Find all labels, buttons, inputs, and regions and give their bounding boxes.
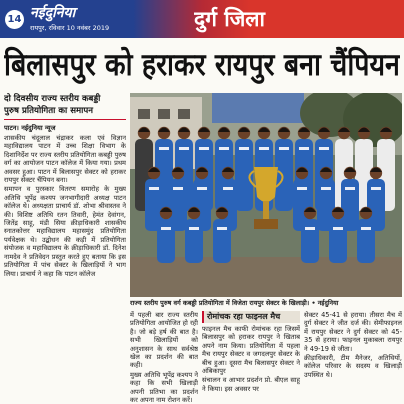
page-header bbox=[0, 0, 404, 38]
trophy-base bbox=[254, 219, 278, 229]
jersey-stripe bbox=[179, 147, 189, 150]
jersey-stripe bbox=[305, 227, 315, 230]
page-number-badge bbox=[5, 10, 24, 29]
edition-date-text: रायपुर, रविवार 10 नवंबर 2019 bbox=[30, 24, 110, 32]
jersey-stripe bbox=[279, 147, 289, 150]
dateline bbox=[4, 123, 126, 133]
background-banner bbox=[212, 93, 304, 123]
person-torso bbox=[157, 219, 175, 263]
person-torso bbox=[301, 219, 319, 263]
jersey-stripe bbox=[189, 227, 199, 230]
subheadline-text-2: पुरुष प्रतियोगिता का समापन bbox=[4, 106, 94, 116]
jersey-stripe bbox=[239, 147, 249, 150]
ground bbox=[130, 257, 402, 297]
subheadline bbox=[4, 93, 126, 120]
jersey-stripe bbox=[197, 187, 207, 190]
newspaper-logo bbox=[30, 4, 130, 22]
dateline-text: पाटन। नईदुनिया न्यूज bbox=[4, 124, 56, 132]
article-paragraph: में पहली बार राज्य स्तरीय प्रतियोगिता आयोजित हो रही है। जो बड़े हर्ष की बात है। सभी खिलाड़ियों को अनुशासन के साथ सर्वश्रेष्ठ खेल का प्रदर्शन की बात कही। bbox=[130, 311, 198, 370]
jersey-stripe bbox=[219, 147, 229, 150]
article-column-2 bbox=[130, 311, 198, 404]
article-paragraph: फाइनल मैच काफी रोमांचक रहा जिसमें बिलासपुर को हराकर रायपुर ने खिताब अपने नाम किया। प्रतियोगिता में पहला मैच रायपुर सेक्टर व जगदलपुर सेक्टर के बीच हुआ। दूसरा मैच बिलासपुर सेक्टर ने अंबिकापुर bbox=[202, 325, 300, 376]
person-torso bbox=[213, 219, 231, 263]
photo-caption-text: राज्य स्तरीय पुरुष वर्ग कबड्डी प्रतियोगिता में विजेता रायपुर सेक्टर के खिलाड़ी। • नईदुनिया bbox=[130, 299, 339, 307]
headline bbox=[4, 41, 400, 89]
trophy-stem bbox=[263, 201, 269, 219]
building-window bbox=[158, 109, 170, 119]
news-photo bbox=[130, 93, 402, 297]
jersey-stripe bbox=[299, 147, 309, 150]
jersey-stripe bbox=[159, 147, 169, 150]
person-torso bbox=[357, 219, 375, 263]
jersey-stripe bbox=[321, 187, 331, 190]
article-paragraph: संचालन व आभार प्रदर्शन प्रो. बीएल साहू ने किया। इस अवसर पर bbox=[202, 376, 300, 393]
jersey-stripe bbox=[333, 227, 343, 230]
jersey-stripe bbox=[297, 187, 307, 190]
building-window bbox=[178, 109, 190, 119]
article-column-4 bbox=[304, 311, 402, 404]
jersey-stripe bbox=[199, 147, 209, 150]
person-torso bbox=[185, 219, 203, 263]
jersey-stripe bbox=[161, 227, 171, 230]
jersey-stripe bbox=[149, 187, 159, 190]
edition-date-line bbox=[30, 23, 145, 33]
jersey-stripe bbox=[371, 187, 381, 190]
subheadline-text-1: दो दिवसीय राज्य स्तरीय कबड्डी bbox=[4, 94, 101, 104]
subheadline-line bbox=[4, 93, 126, 105]
section-title bbox=[194, 5, 324, 34]
headline-text: बिलासपुर को हराकर रायपुर बना चैंपियन bbox=[4, 47, 400, 83]
article-paragraph: शासकीय चंदूलाल चंद्राकर कला एवं विज्ञान महाविद्यालय पाटन में उच्च शिक्षा विभाग के दिशानिर्देश पर राज्य स्तरीय प्रतियोगिता कबड्डी पुरुष वर्ग का आयोजन पाटन कॉलेज में किया गया। प्रथम अवसर हुआ। पाटन में बिलासपुर सेक्टर को हराकर रायपुर सेक्टर चैंपियन बना। bbox=[4, 134, 126, 185]
jersey-stripe bbox=[173, 187, 183, 190]
article-column-1 bbox=[4, 134, 126, 404]
article-paragraph: मुख्य अतिथि भूपेंद्र कश्यप ने कहा कि सभी खिलाड़ी अपनी प्रतिभा का प्रदर्शन कर अपना नाम रोशन करें। bbox=[130, 370, 198, 404]
newspaper-logo-text: नईदुनिया bbox=[30, 5, 76, 21]
article-paragraph: समापन व पुरस्कार वितरण समारोह के मुख्य अतिथि भूपेंद्र कश्यप जनभागीदारी अध्यक्ष पाटन कॉलेज थे। अध्यक्षता प्राचार्य डॉ. शोभा श्रीवास्तव ने की। विशिष्ट अतिथि रतन तिवारी, हेमंत देवांगन, जितेंद्र साहू, मंडी सिया क्रीड़ाधिकारी शासकीय स्नातकोत्तर महाविद्यालय महासमुंद प्रतियोगिता पर्यवेक्षक थे। उद्बोधन की कड़ी में प्रतियोगिता संयोजक व महाविद्यालय के क्रीड़ाधिकारी डॉ. दिनेश नामदेव ने प्रतिवेदन प्रस्तुत करते हुए बताया कि इस प्रतियोगिता में पांच सेक्टर के खिलाड़ियों ने भाग लिया। प्राचार्य ने कहा कि पाटन कॉलेज bbox=[4, 185, 126, 278]
article-column-3 bbox=[202, 325, 300, 404]
section-title-text: दुर्ग जिला bbox=[194, 7, 265, 31]
jersey-stripe bbox=[259, 147, 269, 150]
section-subheading-text: रोमांचक रहा फाइनल मैच bbox=[207, 312, 281, 321]
subheadline-line bbox=[4, 105, 126, 117]
jersey-stripe bbox=[319, 147, 329, 150]
article-paragraph: क्रीड़ाधिकारी, टीम मैनेजर, अतिथियों, कॉलेज परिवार के सदस्य व खिलाड़ी उपस्थित थे। bbox=[304, 354, 402, 379]
jersey-stripe bbox=[217, 227, 227, 230]
jersey-stripe bbox=[223, 187, 233, 190]
jersey-stripe bbox=[345, 187, 355, 190]
photo-caption bbox=[130, 298, 402, 308]
jersey-stripe bbox=[361, 227, 371, 230]
trophy-cup bbox=[254, 167, 278, 202]
section-subheading bbox=[202, 311, 300, 323]
building-window bbox=[138, 109, 150, 119]
page-number: 14 bbox=[7, 14, 22, 25]
article-paragraph: सेक्टर 45-41 से हराया। तीसरा मैच में दुर्ग सेक्टर ने जीत दर्ज की। सेमीफाइनल में रायपुर सेक्टर ने दुर्ग सेक्टर को 45-35 से हराया। फाइनल मुकाबला रायपुर ने 49-19 से जीता। bbox=[304, 311, 402, 353]
person-torso bbox=[329, 219, 347, 263]
